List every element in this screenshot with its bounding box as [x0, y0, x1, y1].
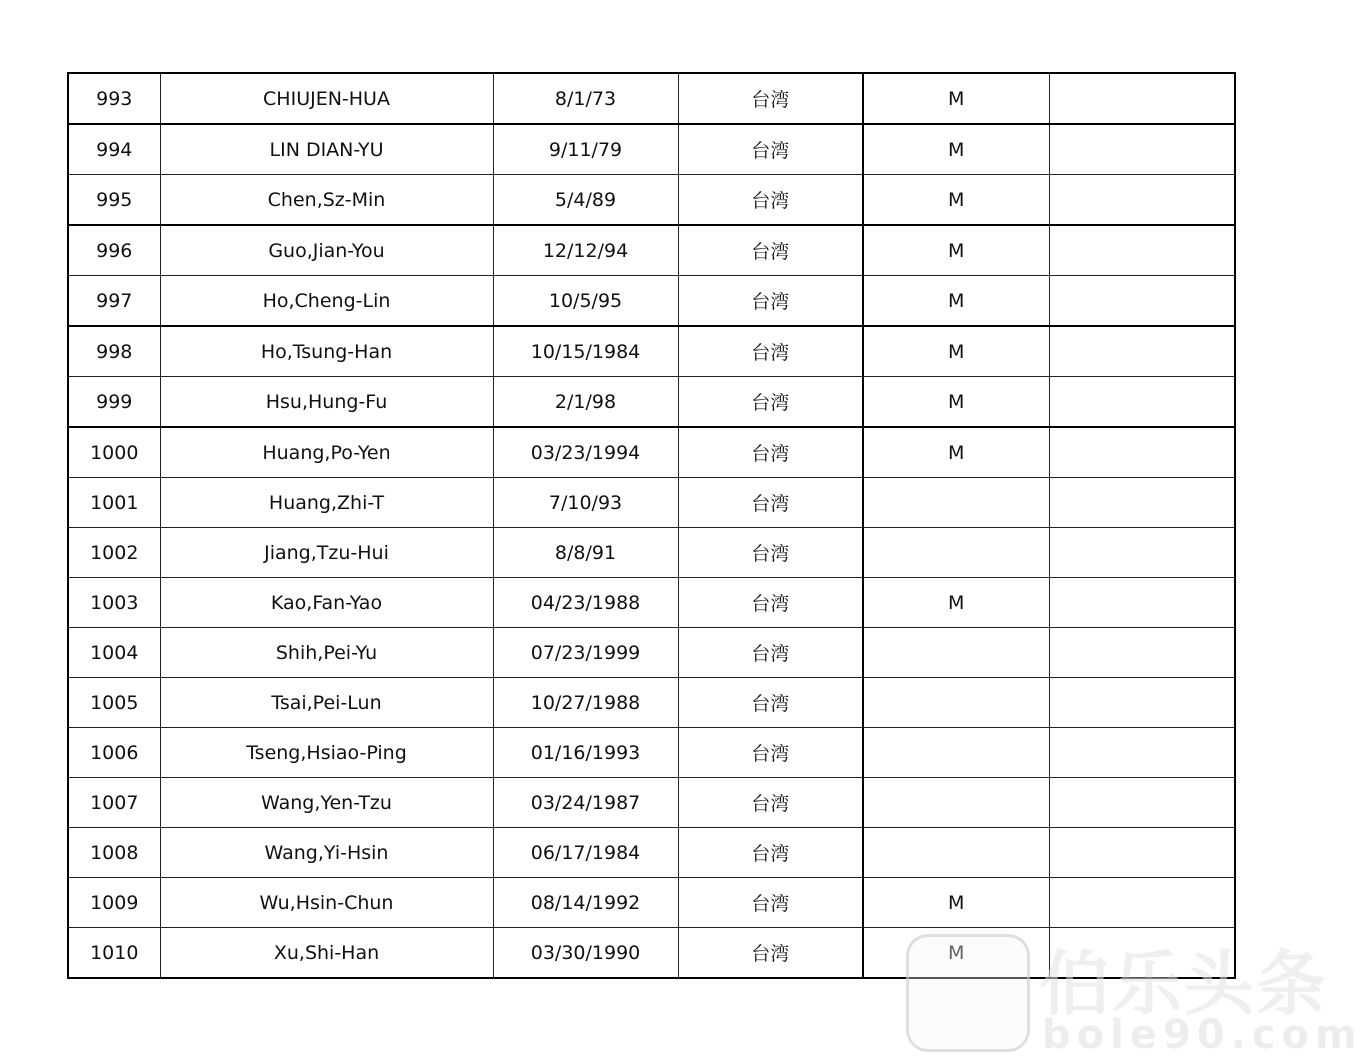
cell-birthdate: 8/1/73 [493, 73, 678, 124]
cell-name: Ho,Tsung-Han [160, 326, 493, 377]
cell-extra [1049, 878, 1235, 928]
cell-region: 台湾 [678, 478, 863, 528]
table-row [68, 175, 1235, 226]
cell-name: Hsu,Hung-Fu [160, 377, 493, 428]
table-row [68, 276, 1235, 327]
cell-name: Tsai,Pei-Lun [160, 678, 493, 728]
cell-gender: M [863, 427, 1049, 478]
cell-birthdate: 06/17/1984 [493, 828, 678, 878]
cell-region: 台湾 [678, 326, 863, 377]
cell-gender: M [863, 73, 1049, 124]
cell-number: 1007 [68, 778, 160, 828]
cell-birthdate: 10/15/1984 [493, 326, 678, 377]
cell-region: 台湾 [678, 778, 863, 828]
cell-number: 1009 [68, 878, 160, 928]
cell-gender: M [863, 225, 1049, 276]
cell-name: Huang,Po-Yen [160, 427, 493, 478]
cell-birthdate: 10/27/1988 [493, 678, 678, 728]
cell-number: 1002 [68, 528, 160, 578]
cell-number: 1010 [68, 928, 160, 979]
cell-name: Wu,Hsin-Chun [160, 878, 493, 928]
cell-gender: M [863, 276, 1049, 327]
cell-birthdate: 07/23/1999 [493, 628, 678, 678]
cell-name: CHIUJEN-HUA [160, 73, 493, 124]
cell-region: 台湾 [678, 175, 863, 226]
cell-region: 台湾 [678, 578, 863, 628]
table-row [68, 225, 1235, 276]
cell-region: 台湾 [678, 678, 863, 728]
cell-birthdate: 8/8/91 [493, 528, 678, 578]
cell-region: 台湾 [678, 528, 863, 578]
table-row [68, 73, 1235, 124]
cell-number: 996 [68, 225, 160, 276]
cell-gender [863, 728, 1049, 778]
cell-region: 台湾 [678, 377, 863, 428]
cell-extra [1049, 828, 1235, 878]
cell-number: 1003 [68, 578, 160, 628]
cell-extra [1049, 478, 1235, 528]
cell-region: 台湾 [678, 225, 863, 276]
watermark-url: bole90.com [1042, 1012, 1363, 1058]
roster-table-body [68, 73, 1235, 978]
cell-birthdate: 9/11/79 [493, 124, 678, 175]
cell-extra [1049, 124, 1235, 175]
cell-name: Xu,Shi-Han [160, 928, 493, 979]
cell-birthdate: 7/10/93 [493, 478, 678, 528]
cell-extra [1049, 276, 1235, 327]
table-row [68, 124, 1235, 175]
cell-gender [863, 478, 1049, 528]
cell-region: 台湾 [678, 728, 863, 778]
cell-birthdate: 01/16/1993 [493, 728, 678, 778]
cell-gender: M [863, 326, 1049, 377]
cell-gender: M [863, 124, 1049, 175]
cell-gender: M [863, 928, 1049, 979]
cell-gender: M [863, 578, 1049, 628]
cell-number: 1008 [68, 828, 160, 878]
cell-name: Kao,Fan-Yao [160, 578, 493, 628]
cell-name: Huang,Zhi-T [160, 478, 493, 528]
table-row [68, 778, 1235, 828]
watermark-brand: 伯乐头条 [1040, 943, 1328, 1025]
cell-region: 台湾 [678, 628, 863, 678]
cell-number: 999 [68, 377, 160, 428]
table-row [68, 478, 1235, 528]
cell-region: 台湾 [678, 73, 863, 124]
cell-number: 995 [68, 175, 160, 226]
cell-name: Shih,Pei-Yu [160, 628, 493, 678]
table-row [68, 377, 1235, 428]
cell-number: 1006 [68, 728, 160, 778]
cell-gender [863, 678, 1049, 728]
cell-name: Ho,Cheng-Lin [160, 276, 493, 327]
cell-number: 1000 [68, 427, 160, 478]
cell-name: Wang,Yi-Hsin [160, 828, 493, 878]
cell-region: 台湾 [678, 828, 863, 878]
cell-name: LIN DIAN-YU [160, 124, 493, 175]
cell-extra [1049, 225, 1235, 276]
cell-extra [1049, 175, 1235, 226]
cell-number: 1001 [68, 478, 160, 528]
cell-extra [1049, 728, 1235, 778]
cell-birthdate: 04/23/1988 [493, 578, 678, 628]
cell-number: 994 [68, 124, 160, 175]
cell-gender: M [863, 377, 1049, 428]
cell-extra [1049, 73, 1235, 124]
cell-extra [1049, 778, 1235, 828]
cell-extra [1049, 427, 1235, 478]
table-row [68, 578, 1235, 628]
cell-name: Guo,Jian-You [160, 225, 493, 276]
cell-extra [1049, 928, 1235, 979]
cell-birthdate: 12/12/94 [493, 225, 678, 276]
table-row [68, 878, 1235, 928]
table-row [68, 628, 1235, 678]
cell-name: Chen,Sz-Min [160, 175, 493, 226]
cell-gender: M [863, 175, 1049, 226]
cell-region: 台湾 [678, 427, 863, 478]
cell-gender: M [863, 878, 1049, 928]
cell-gender [863, 528, 1049, 578]
cell-gender [863, 828, 1049, 878]
cell-number: 1004 [68, 628, 160, 678]
roster-table [67, 72, 1236, 979]
cell-birthdate: 10/5/95 [493, 276, 678, 327]
table-row [68, 728, 1235, 778]
cell-extra [1049, 578, 1235, 628]
cell-name: Tseng,Hsiao-Ping [160, 728, 493, 778]
table-row [68, 928, 1235, 979]
cell-extra [1049, 377, 1235, 428]
cell-number: 993 [68, 73, 160, 124]
cell-extra [1049, 678, 1235, 728]
cell-extra [1049, 628, 1235, 678]
cell-birthdate: 2/1/98 [493, 377, 678, 428]
cell-gender [863, 628, 1049, 678]
cell-region: 台湾 [678, 276, 863, 327]
cell-name: Wang,Yen-Tzu [160, 778, 493, 828]
table-row [68, 828, 1235, 878]
table-row [68, 427, 1235, 478]
cell-birthdate: 03/30/1990 [493, 928, 678, 979]
cell-number: 1005 [68, 678, 160, 728]
cell-extra [1049, 528, 1235, 578]
table-row [68, 326, 1235, 377]
cell-birthdate: 5/4/89 [493, 175, 678, 226]
cell-number: 998 [68, 326, 160, 377]
cell-region: 台湾 [678, 878, 863, 928]
cell-extra [1049, 326, 1235, 377]
cell-birthdate: 03/23/1994 [493, 427, 678, 478]
cell-name: Jiang,Tzu-Hui [160, 528, 493, 578]
cell-birthdate: 08/14/1992 [493, 878, 678, 928]
cell-gender [863, 778, 1049, 828]
cell-region: 台湾 [678, 124, 863, 175]
cell-number: 997 [68, 276, 160, 327]
cell-region: 台湾 [678, 928, 863, 979]
table-row [68, 528, 1235, 578]
cell-birthdate: 03/24/1987 [493, 778, 678, 828]
table-row [68, 678, 1235, 728]
